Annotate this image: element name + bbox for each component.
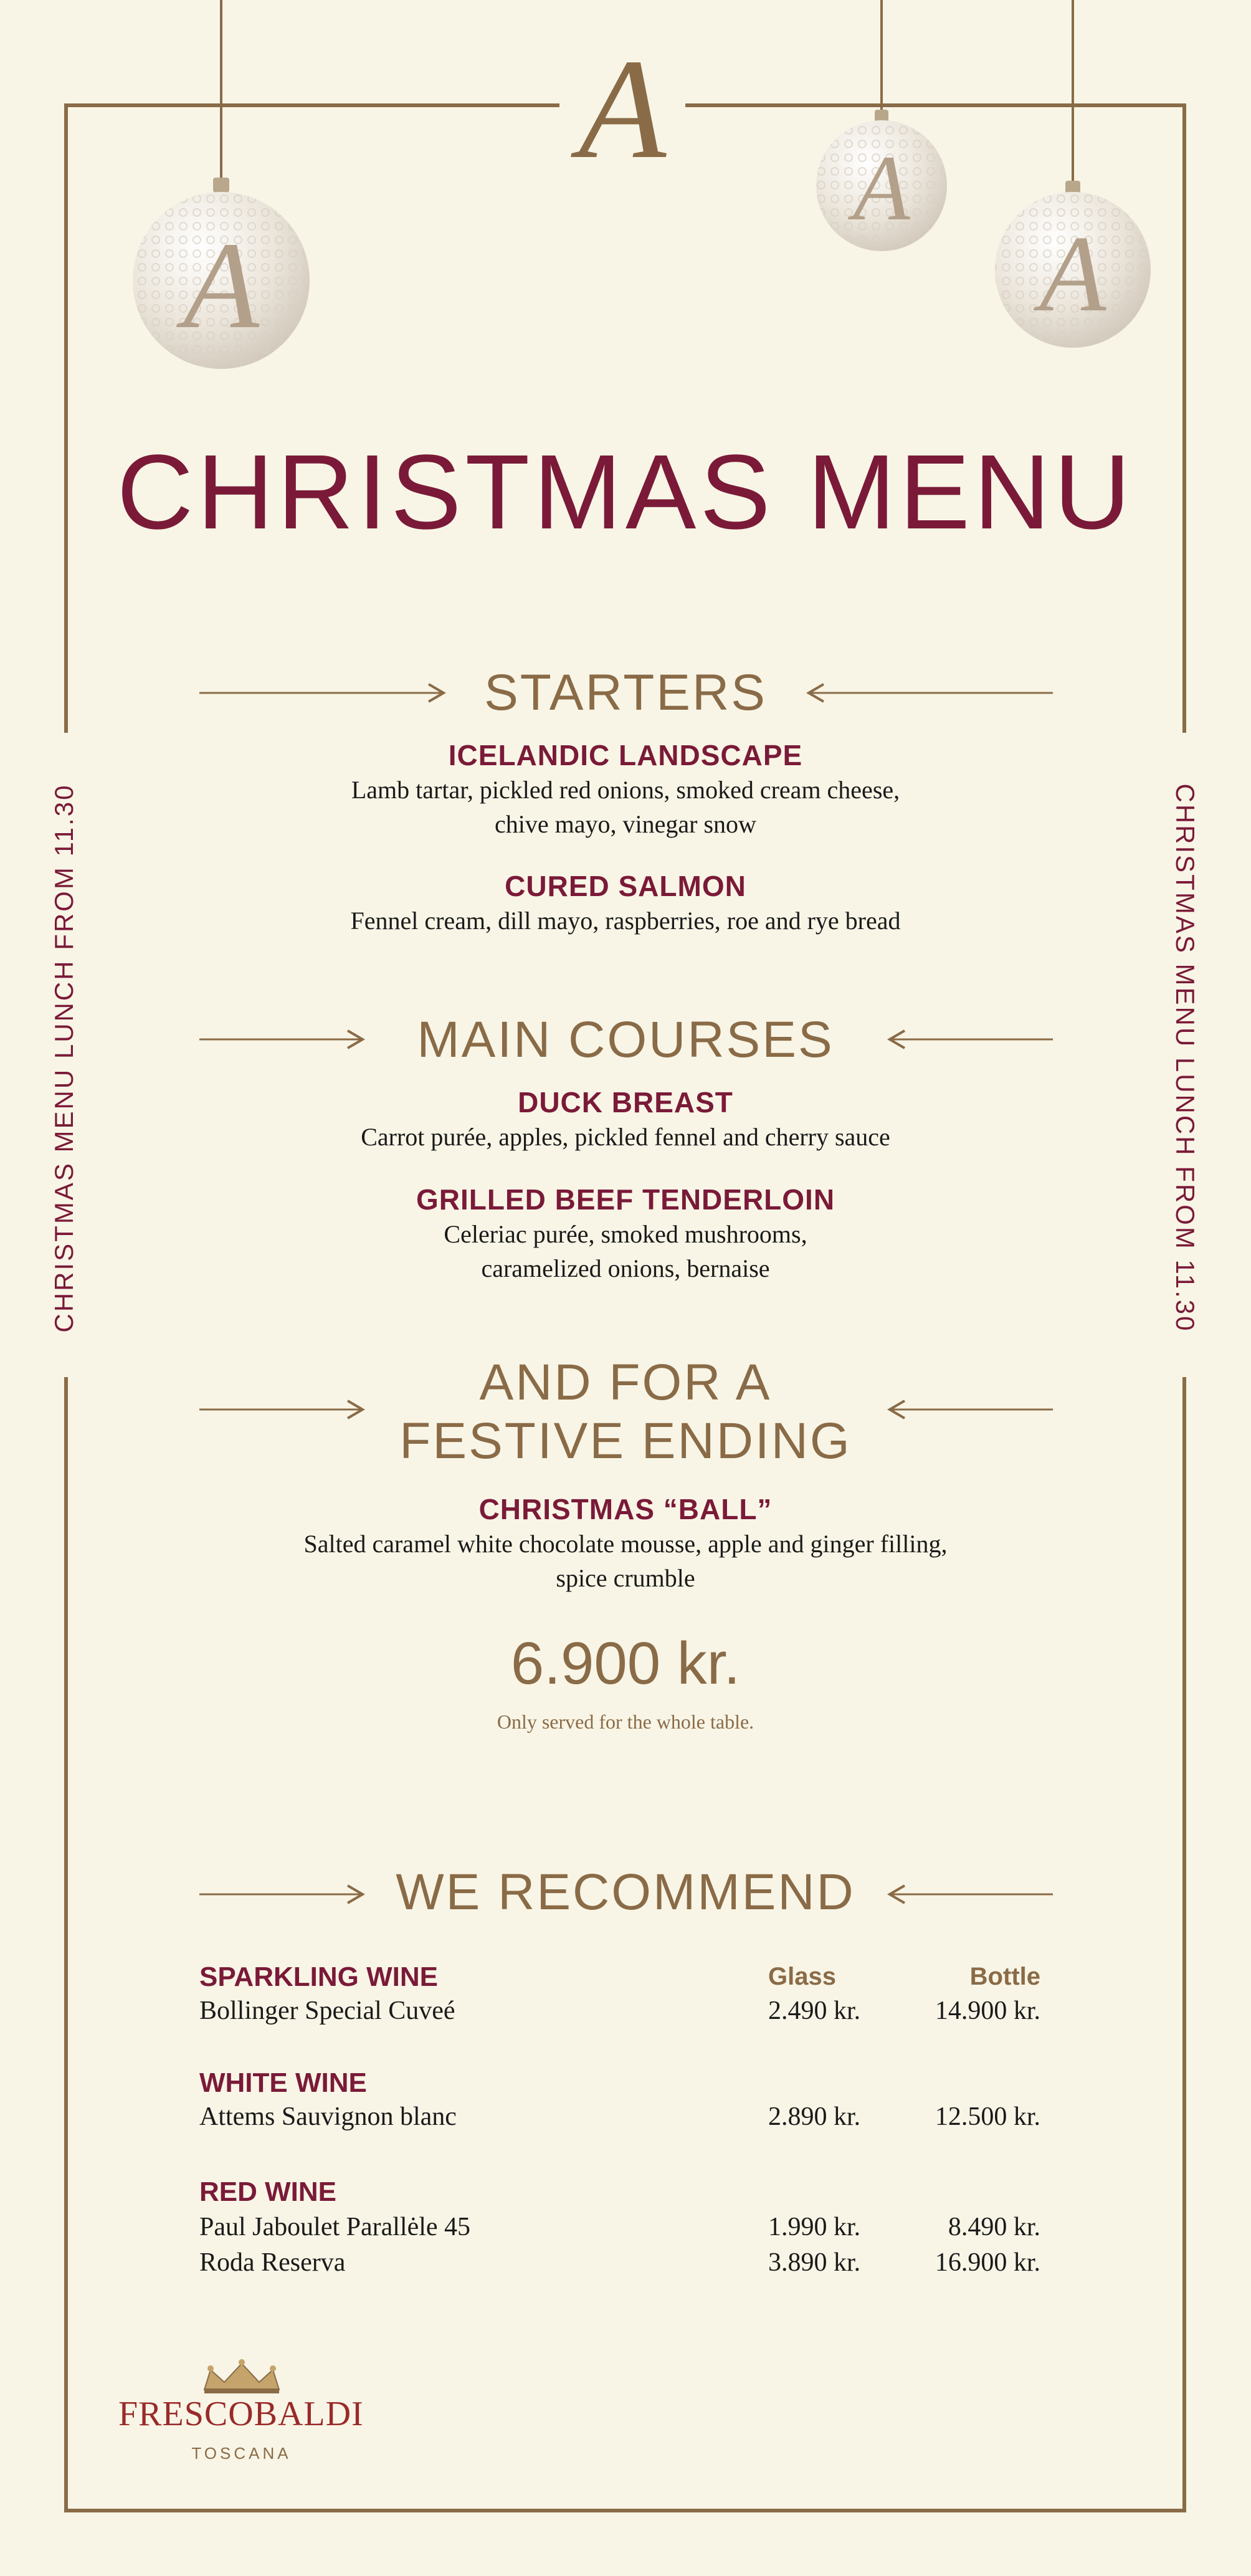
arrow-left-icon [885, 1027, 1053, 1052]
side-text-right: CHRISTMAS MENU LUNCH FROM 11.30 [1171, 783, 1200, 1333]
bauble-ornament-left [121, 0, 321, 374]
wine-glass-price: 2.890 kr. [768, 2102, 861, 2131]
wine-category: SPARKLING WINE [199, 1962, 438, 1992]
frame-bottom [64, 2509, 1186, 2512]
dish-description: Fennel cream, dill mayo, raspberries, roe and rye bread [350, 907, 901, 935]
dish-name: GRILLED BEEF TENDERLOIN [416, 1183, 835, 1216]
section-heading-recommend: WE RECOMMEND [396, 1864, 855, 1920]
wine-name: Bollinger Special Cuveé [199, 1996, 455, 2025]
bauble-ornament-right [986, 0, 1160, 361]
frame-left-upper [64, 103, 68, 733]
wine-row [199, 2102, 1040, 2137]
wine-row [199, 2212, 1040, 2247]
page-title: CHRISTMAS MENU [117, 433, 1134, 551]
wine-category: RED WINE [199, 2177, 336, 2207]
monogram-logo: A [578, 29, 667, 188]
dish-description: Carrot purée, apples, pickled fennel and cherry sauce [361, 1123, 890, 1151]
wine-bottle-price: 14.900 kr. [935, 1996, 1040, 2025]
dish-name: CHRISTMAS “BALL” [478, 1493, 773, 1525]
section-heading-main-courses: MAIN COURSES [417, 1011, 834, 1068]
arrow-left-icon [804, 680, 1053, 705]
dish-description: Celeriac purée, smoked mushrooms, caramelized onions, bernaise [444, 1220, 807, 1282]
menu-price: 6.900 kr. [510, 1630, 741, 1697]
dish-name: CURED SALMON [505, 870, 746, 902]
dish-description: Lamb tartar, pickled red onions, smoked cream cheese, chive mayo, vinegar snow [351, 776, 900, 838]
bauble-letter-middle: A [853, 136, 910, 240]
wine-name: Paul Jaboulet Parallėle 45 [199, 2213, 471, 2241]
side-text-left: CHRISTMAS MENU LUNCH FROM 11.30 [49, 783, 78, 1333]
wine-glass-price: 3.890 kr. [768, 2248, 861, 2277]
dish-description: Salted caramel white chocolate mousse, apple and ginger filling, spice crumble [303, 1530, 948, 1592]
bauble-letter-right: A [1039, 213, 1106, 334]
dish-name: ICELANDIC LANDSCAPE [448, 739, 803, 771]
wine-bottle-price: 12.500 kr. [935, 2102, 1040, 2131]
wine-name: Roda Reserva [199, 2248, 346, 2277]
dish-name: DUCK BREAST [518, 1086, 733, 1119]
wine-bottle-price: 8.490 kr. [948, 2213, 1040, 2241]
bauble-ornament-middle [801, 0, 963, 262]
arrow-left-icon [885, 1397, 1053, 1422]
section-heading-starters: STARTERS [484, 664, 767, 721]
wine-bottle-price: 16.900 kr. [935, 2248, 1040, 2277]
section-heading-dessert: AND FOR A FESTIVE ENDING [399, 1354, 852, 1469]
arrow-left-icon [885, 1882, 1053, 1907]
bauble-letter-left: A [183, 217, 260, 355]
crown-icon [198, 2359, 285, 2396]
column-header-glass: Glass [768, 1963, 836, 1990]
wine-category: WHITE WINE [199, 2068, 367, 2098]
frame-right-upper [1182, 103, 1186, 733]
wine-glass-price: 1.990 kr. [768, 2213, 861, 2241]
brand-logo-name: FRESCOBALDI [118, 2395, 364, 2433]
brand-logo-sub: TOSCANA [191, 2444, 292, 2463]
wine-name: Attems Sauvignon blanc [199, 2102, 457, 2131]
wine-row [199, 2248, 1040, 2283]
price-note: Only served for the whole table. [497, 1710, 754, 1733]
wine-row [199, 1996, 1040, 2031]
wine-glass-price: 2.490 kr. [768, 1996, 861, 2025]
column-header-bottle: Bottle [969, 1963, 1040, 1990]
